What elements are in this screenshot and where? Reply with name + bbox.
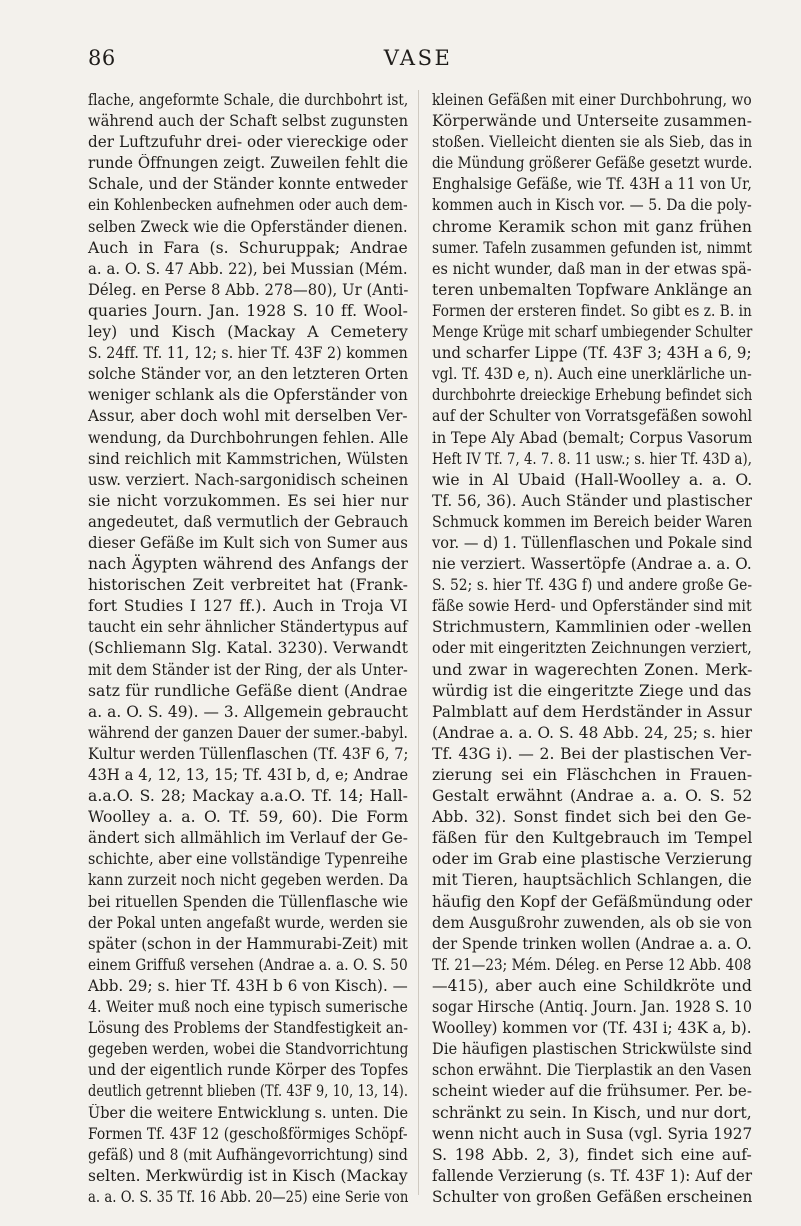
- text-line: ein Kohlenbecken aufnehmen oder auch dem-: [88, 196, 408, 215]
- text-line: und scharfer Lippe (Tf. 43F 3; 43H a 6, 9;: [432, 344, 752, 363]
- text-line: schon erwähnt. Die Tierplastik an den Vasen: [432, 1061, 752, 1080]
- text-line: die Mündung größerer Gefäße gesetzt wurde.: [432, 154, 753, 173]
- text-line: Abb. 29; s. hier Tf. 43H b 6 von Kisch). —: [88, 976, 408, 995]
- text-line: S. 52; s. hier Tf. 43G f) und andere große Ge-: [432, 576, 753, 595]
- text-line: kleinen Gefäßen mit einer Durchbohrung, wo: [432, 91, 752, 109]
- text-line: Woolley) kommen vor (Tf. 43I i; 43K a, b).: [432, 1019, 752, 1038]
- right-column: [432, 90, 752, 1210]
- text-line: oder im Grab eine plastische Verzierung: [432, 850, 753, 869]
- text-line: Kultur werden Tüllenflaschen (Tf. 43F 6, 7;: [88, 744, 409, 763]
- text-line: Tf. 43G i). — 2. Bei der plastischen Ver-: [432, 744, 752, 763]
- text-line: fallende Verzierung (s. Tf. 43F 1): Auf der: [432, 1166, 753, 1185]
- text-line: und zwar in wagerechten Zonen. Merk-: [432, 660, 753, 679]
- text-line: vor. — d) 1. Tüllenflaschen und Pokale sind: [432, 533, 753, 552]
- text-line: 4. Weiter muß noch eine typisch sumerische: [88, 998, 408, 1017]
- text-line: zierung sei ein Fläschchen in Frauen-: [432, 766, 753, 784]
- text-line: oder mit eingeritzten Zeichnungen verziert,: [432, 639, 752, 658]
- text-line: es nicht wunder, daß man in der etwas spä-: [432, 259, 752, 278]
- text-line: (Andrae a. a. O. S. 48 Abb. 24, 25; s. hier: [432, 723, 753, 742]
- text-line: satz für rundliche Gefäße dient (Andrae: [88, 681, 408, 700]
- text-line: Schmuck kommen im Bereich beider Waren: [432, 512, 753, 531]
- text-line: schränkt zu sein. In Kisch, und nur dort,: [432, 1103, 752, 1122]
- text-line: selten. Merkwürdig ist in Kisch (Mackay: [88, 1166, 408, 1185]
- text-line: teren unbemalten Topfware Anklänge an: [432, 280, 753, 299]
- text-line: Enghalsige Gefäße, wie Tf. 43H a 11 von Ur,: [432, 175, 752, 194]
- text-line: würdig ist die eingeritzte Ziege und das: [432, 681, 752, 700]
- text-line: dem Ausgußrohr zuwenden, als ob sie von: [432, 913, 752, 932]
- text-line: sie nicht vorzukommen. Es sei hier nur: [88, 491, 409, 510]
- text-line: Abb. 32). Sonst findet sich bei den Ge-: [432, 808, 752, 827]
- text-line: häufig den Kopf der Gefäßmündung oder: [432, 892, 753, 911]
- text-line: (Schliemann Slg. Katal. 3230). Verwandt: [88, 639, 408, 658]
- text-line: gefäß) und 8 (mit Aufhängevorrichtung) sind: [88, 1145, 408, 1164]
- page-header: [88, 40, 748, 76]
- text-line: schichte, aber eine vollständige Typenreihe: [88, 850, 408, 869]
- text-line: wendung, da Durchbohrungen fehlen. Alle: [88, 428, 409, 447]
- left-column: [88, 90, 408, 1210]
- text-line: a. a. O. S. 49). — 3. Allgemein gebraucht: [88, 702, 408, 721]
- text-line: ändert sich allmählich im Verlauf der Ge-: [88, 829, 408, 848]
- text-line: Menge Krüge mit scharf umbiegender Schulter: [432, 323, 753, 342]
- text-line: flache, angeformte Schale, die durchbohrt ist,: [88, 91, 409, 109]
- text-line: Schulter von großen Gefäßen erscheinen: [432, 1187, 753, 1206]
- text-line: kommen auch in Kisch vor. — 5. Da die poly-: [432, 196, 752, 215]
- text-line: sumer. Tafeln zusammen gefunden ist, nimmt: [432, 238, 752, 257]
- text-line: mit Tieren, hauptsächlich Schlangen, die: [432, 871, 752, 890]
- text-line: gegeben werden, wobei die Standvorrichtung: [88, 1040, 409, 1059]
- text-line: in Tepe Aly Abad (bemalt; Corpus Vasorum: [432, 428, 753, 447]
- text-line: S. 198 Abb. 2, 3), findet sich eine auf-: [432, 1145, 752, 1164]
- text-line: während auch der Schaft selbst zugunsten: [88, 112, 409, 131]
- text-line: weniger schlank als die Opferständer von: [88, 386, 408, 405]
- text-line: Woolley a. a. O. Tf. 59, 60). Die Form: [88, 808, 409, 827]
- text-line: 43H a 4, 12, 13, 15; Tf. 43I b, d, e; Andrae: [88, 766, 409, 784]
- text-line: Formen Tf. 43F 12 (geschoßförmiges Schöpf-: [88, 1124, 408, 1143]
- text-line: später (schon in der Hammurabi-Zeit) mit: [88, 934, 408, 953]
- text-line: auf der Schulter von Vorratsgefäßen sowohl: [432, 407, 753, 426]
- text-line: Auch in Fara (s. Schuruppak; Andrae: [88, 238, 408, 257]
- text-line: dieser Gefäße im Kult sich von Sumer aus: [88, 533, 408, 552]
- text-line: solche Ständer vor, an den letzteren Orten: [88, 365, 409, 384]
- text-line: taucht ein sehr ähnlicher Ständertypus auf: [88, 618, 408, 637]
- text-line: sind reichlich mit Kammstrichen, Wülsten: [88, 449, 409, 468]
- text-line: Formen der ersteren findet. So gibt es z. B. in: [432, 301, 752, 320]
- text-line: S. 24ff. Tf. 11, 12; s. hier Tf. 43F 2) kommen: [88, 344, 408, 363]
- text-line: mit dem Ständer ist der Ring, der als Unter-: [88, 660, 408, 679]
- text-line: sogar Hirsche (Antiq. Journ. Jan. 1928 S. 10: [432, 998, 752, 1017]
- text-line: scheint wieder auf die frühsumer. Per. be-: [432, 1082, 752, 1101]
- text-line: stoßen. Vielleicht dienten sie als Sieb, das in: [432, 133, 753, 152]
- text-line: Lösung des Problems der Standfestigkeit an-: [88, 1019, 408, 1038]
- text-line: chrome Keramik schon mit ganz frühen: [432, 217, 753, 236]
- text-line: a. a. O. S. 35 Tf. 16 Abb. 20—25) eine Serie von: [88, 1187, 409, 1206]
- text-line: quaries Journ. Jan. 1928 S. 10 ff. Wool-: [88, 301, 408, 320]
- text-line: Die häufigen plastischen Strickwülste sind: [432, 1040, 753, 1059]
- text-line: Assur, aber doch wohl mit derselben Ver-: [88, 407, 408, 426]
- text-line: wenn nicht auch in Susa (vgl. Syria 1927: [432, 1124, 753, 1143]
- text-line: Déleg. en Perse 8 Abb. 278—80), Ur (Anti-: [88, 280, 409, 299]
- text-line: der Luftzufuhr drei- oder viereckige oder: [88, 133, 408, 152]
- text-line: fort Studies I 127 ff.). Auch in Troja VI: [88, 597, 408, 616]
- page-number: 86: [88, 46, 116, 70]
- text-line: und der eigentlich runde Körper des Topfes: [88, 1061, 409, 1080]
- text-line: fäßen für den Kultgebrauch im Tempel: [432, 829, 753, 848]
- text-line: —415), aber auch eine Schildkröte und: [432, 976, 752, 995]
- text-line: Heft IV Tf. 7, 4. 7. 8. 11 usw.; s. hier Tf. 43D a),: [432, 449, 752, 468]
- text-line: Körperwände und Unterseite zusammen-: [432, 112, 752, 131]
- running-head: VASE: [383, 46, 453, 70]
- text-line: ley) und Kisch (Mackay A Cemetery: [88, 323, 408, 342]
- text-line: fäße sowie Herd- und Opferständer sind mit: [432, 597, 752, 616]
- text-line: runde Öffnungen zeigt. Zuweilen fehlt die: [88, 154, 409, 173]
- text-line: bei rituellen Spenden die Tüllenflasche wie: [88, 892, 409, 911]
- text-line: während der ganzen Dauer der sumer.-babyl.: [88, 723, 408, 742]
- text-line: Tf. 56, 36). Auch Ständer und plastischer: [432, 491, 753, 510]
- text-line: nach Ägypten während des Anfangs der: [88, 555, 408, 574]
- text-line: vgl. Tf. 43D e, n). Auch eine unerklärliche un-: [432, 365, 752, 384]
- text-line: der Spende trinken wollen (Andrae a. a. O.: [432, 934, 752, 953]
- text-line: wie in Al Ubaid (Hall-Woolley a. a. O.: [432, 470, 753, 489]
- text-line: Strichmustern, Kammlinien oder -wellen: [432, 618, 752, 637]
- text-line: Über die weitere Entwicklung s. unten. Die: [88, 1103, 409, 1122]
- text-line: kann zurzeit noch nicht gegeben werden. Da: [88, 871, 409, 890]
- text-line: angedeutet, daß vermutlich der Gebrauch: [88, 512, 409, 531]
- body-columns: [88, 90, 752, 1210]
- text-line: Schale, und der Ständer konnte entweder: [88, 175, 408, 194]
- text-line: deutlich getrennt blieben (Tf. 43F 9, 10, 13, 14).: [88, 1082, 409, 1101]
- text-line: Gestalt erwähnt (Andrae a. a. O. S. 52: [432, 787, 753, 806]
- text-line: nie verziert. Wassertöpfe (Andrae a. a. O.: [432, 555, 752, 574]
- text-line: einem Griffuß versehen (Andrae a. a. O. S. 50: [88, 955, 408, 974]
- text-line: durchbohrte dreieckige Erhebung befindet sich: [432, 386, 753, 405]
- text-line: a. a. O. S. 47 Abb. 22), bei Mussian (Mém.: [88, 259, 408, 278]
- text-line: historischen Zeit verbreitet hat (Frank-: [88, 576, 408, 595]
- text-line: selben Zweck wie die Opferständer dienen.: [88, 217, 408, 236]
- text-line: usw. verziert. Nach-sargonidisch scheinen: [88, 470, 409, 489]
- text-line: Tf. 21—23; Mém. Déleg. en Perse 12 Abb. 408: [432, 955, 752, 974]
- text-line: a.a.O. S. 28; Mackay a.a.O. Tf. 14; Hall-: [88, 787, 408, 806]
- text-line: der Pokal unten angefaßt wurde, werden sie: [88, 913, 408, 932]
- text-line: Palmblatt auf dem Herdständer in Assur: [432, 702, 752, 721]
